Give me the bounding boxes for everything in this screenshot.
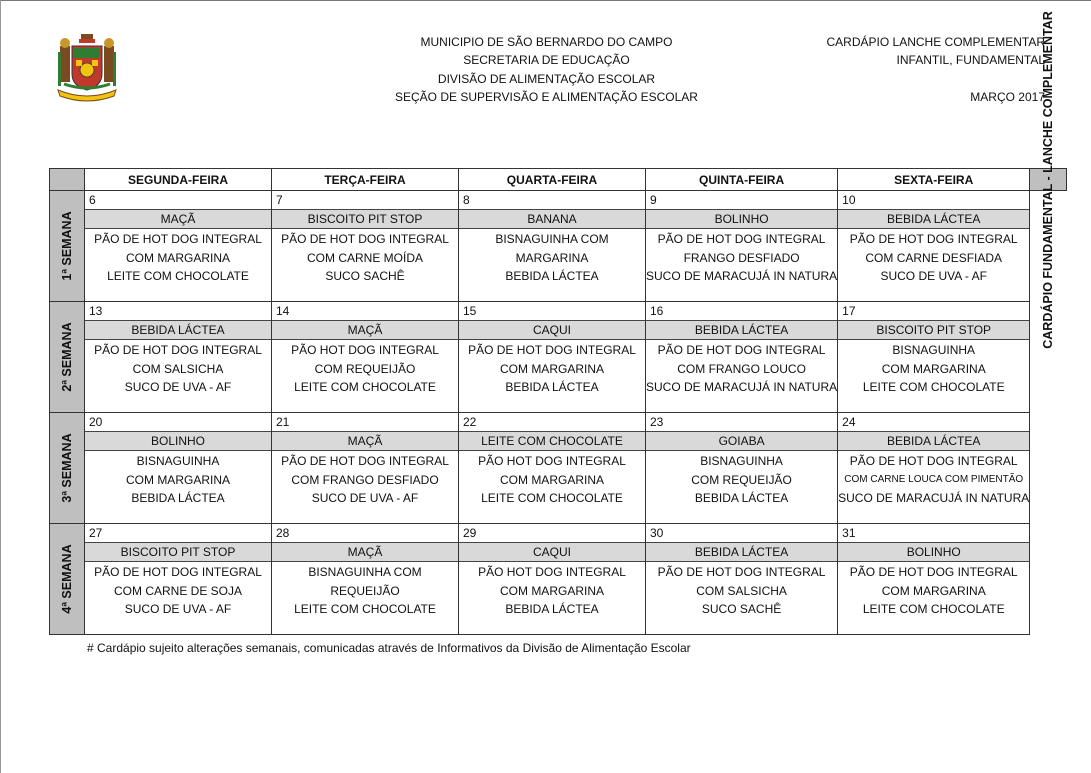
- meal-line: BEBIDA LÁCTEA: [505, 602, 599, 616]
- date-number: 20: [89, 415, 103, 429]
- meal-line: COM MARGARINA: [125, 250, 230, 265]
- header-institution: [360, 33, 733, 106]
- week-label-cell: [50, 524, 85, 635]
- week-label: 4ª SEMANA: [60, 544, 74, 614]
- day-cell: [646, 524, 838, 635]
- meal-line: LEITE COM CHOCOLATE: [294, 602, 436, 616]
- header-secretariat: SECRETARIA DE EDUCAÇÃO: [463, 53, 630, 68]
- day-cell: [838, 413, 1030, 524]
- meal-line: PÃO DE HOT DOG INTEGRAL: [94, 343, 262, 357]
- meal-line: REQUEIJÃO: [330, 583, 400, 598]
- meal-description: [272, 562, 458, 619]
- meal-line: PÃO HOT DOG INTEGRAL: [291, 343, 439, 357]
- date-number: 31: [842, 526, 856, 540]
- meal-line: BEBIDA LÁCTEA: [131, 491, 225, 505]
- meal-line: PÃO DE HOT DOG INTEGRAL: [849, 454, 1018, 468]
- day-cell: [85, 302, 272, 413]
- date-number: 30: [650, 526, 664, 540]
- date-number: 6: [89, 193, 96, 207]
- meal-line: SUCO DE UVA - AF: [880, 269, 987, 283]
- meal-description: [838, 340, 1029, 397]
- meal-line: SUCO DE MARACUJÁ IN NATURA: [838, 491, 1030, 505]
- meal-description: [272, 229, 458, 286]
- header-month: MARÇO 2017: [970, 89, 1045, 104]
- snack-item: MAÇÃ: [272, 320, 458, 340]
- snack-item: CAQUI: [459, 542, 645, 562]
- meal-line: COM CARNE DE SOJA: [113, 583, 242, 598]
- meal-line: PÃO DE HOT DOG INTEGRAL: [468, 343, 636, 357]
- date-number: 21: [276, 415, 290, 429]
- week-label: 2ª SEMANA: [60, 322, 74, 392]
- week-label-cell: [50, 191, 85, 302]
- date-number: 16: [650, 304, 664, 318]
- meal-line: COM CARNE LOUCA COM PIMENTÃO: [844, 473, 1024, 485]
- meal-line: SUCO DE UVA - AF: [124, 602, 232, 616]
- header-menu-info: [745, 33, 1045, 106]
- header-section: SEÇÃO DE SUPERVISÃO E ALIMENTAÇÃO ESCOLAR: [395, 89, 698, 104]
- date-number: 9: [650, 193, 657, 207]
- header-menu-audience: INFANTIL, FUNDAMENTAL: [896, 53, 1045, 68]
- meal-description: [838, 229, 1029, 286]
- day-cell: [272, 302, 459, 413]
- meal-line: PÃO DE HOT DOG INTEGRAL: [657, 343, 826, 357]
- meal-line: COM MARGARINA: [125, 472, 230, 487]
- snack-item: BISCOITO PIT STOP: [838, 320, 1029, 340]
- side-label-cell: [1030, 10, 1067, 349]
- date-number: 27: [89, 526, 103, 540]
- week-row: [50, 302, 1067, 413]
- meal-line: PÃO HOT DOG INTEGRAL: [478, 565, 626, 579]
- snack-item: BEBIDA LÁCTEA: [85, 320, 271, 340]
- day-cell: [646, 302, 838, 413]
- meal-line: PÃO DE HOT DOG INTEGRAL: [657, 565, 826, 579]
- header-division: DIVISÃO DE ALIMENTAÇÃO ESCOLAR: [437, 71, 656, 86]
- meal-description: [838, 451, 1029, 508]
- date-number: 24: [842, 415, 856, 429]
- date-number: 13: [89, 304, 103, 318]
- meal-line: FRANGO DESFIADO: [683, 250, 800, 265]
- day-cell: [85, 413, 272, 524]
- meal-description: [646, 229, 837, 286]
- header-municipality: MUNICIPIO DE SÃO BERNARDO DO CAMPO: [420, 35, 673, 49]
- meal-line: COM MARGARINA: [881, 583, 986, 598]
- date-number: 8: [463, 193, 470, 207]
- footnote: # Cardápio sujeito alterações semanais, comunicadas através de Informativos da Divisão de Alimentação Escolar: [87, 641, 691, 655]
- meal-description: [838, 562, 1029, 619]
- day-header: SEGUNDA-FEIRA: [85, 169, 272, 191]
- date-number: 29: [463, 526, 477, 540]
- snack-item: MAÇÃ: [272, 431, 458, 451]
- meal-line: COM SALSICHA: [132, 361, 224, 376]
- date-number: 10: [842, 193, 856, 207]
- meal-line: COM FRANGO LOUCO: [677, 361, 806, 376]
- week-label: 3ª SEMANA: [60, 433, 74, 503]
- snack-item: LEITE COM CHOCOLATE: [459, 431, 645, 451]
- snack-item: BEBIDA LÁCTEA: [646, 542, 837, 562]
- date-number: 7: [276, 193, 283, 207]
- day-cell: [85, 524, 272, 635]
- meal-line: PÃO DE HOT DOG INTEGRAL: [657, 232, 826, 246]
- meal-line: BISNAGUINHA COM: [495, 232, 609, 246]
- meal-description: [85, 229, 271, 286]
- meal-line: PÃO HOT DOG INTEGRAL: [478, 454, 626, 468]
- week-label: 1ª SEMANA: [60, 211, 74, 281]
- page-left-border: [0, 0, 1, 773]
- date-number: 17: [842, 304, 856, 318]
- meal-line: SUCO SACHÊ: [325, 269, 405, 283]
- snack-item: BOLINHO: [838, 542, 1029, 562]
- meal-line: BISNAGUINHA: [892, 343, 976, 357]
- meal-line: COM MARGARINA: [881, 361, 986, 376]
- meal-line: BEBIDA LÁCTEA: [505, 269, 599, 283]
- meal-line: LEITE COM CHOCOLATE: [862, 602, 1005, 616]
- meal-line: PÃO DE HOT DOG INTEGRAL: [94, 565, 262, 579]
- meal-line: SUCO DE UVA - AF: [311, 491, 419, 505]
- snack-item: MAÇÃ: [85, 209, 271, 229]
- meal-line: COM SALSICHA: [696, 583, 787, 598]
- meal-description: [646, 340, 837, 397]
- day-cell: [838, 524, 1030, 635]
- date-number: 14: [276, 304, 290, 318]
- week-row: [50, 191, 1067, 302]
- meal-line: COM FRANGO DESFIADO: [291, 472, 439, 487]
- meal-line: PÃO DE HOT DOG INTEGRAL: [849, 565, 1018, 579]
- day-cell: [272, 413, 459, 524]
- snack-item: BEBIDA LÁCTEA: [838, 209, 1029, 229]
- day-cell: [272, 524, 459, 635]
- day-cell: [838, 191, 1030, 302]
- meal-line: COM CARNE MOÍDA: [306, 250, 423, 265]
- meal-line: LEITE COM CHOCOLATE: [294, 380, 436, 394]
- weekday-header-row: [50, 169, 1067, 191]
- day-cell: [272, 191, 459, 302]
- day-cell: [646, 413, 838, 524]
- meal-description: [85, 451, 271, 508]
- meal-description: [272, 451, 458, 508]
- meal-line: BISNAGUINHA: [136, 454, 220, 468]
- snack-item: BOLINHO: [85, 431, 271, 451]
- day-cell: [838, 302, 1030, 413]
- snack-item: BEBIDA LÁCTEA: [646, 320, 837, 340]
- meal-line: PÃO DE HOT DOG INTEGRAL: [849, 232, 1018, 246]
- coat-of-arms-logo: [54, 32, 120, 104]
- page-top-border: [0, 0, 1091, 1]
- date-number: 23: [650, 415, 664, 429]
- snack-item: BISCOITO PIT STOP: [85, 542, 271, 562]
- meal-line: SUCO DE MARACUJÁ IN NATURA: [646, 269, 838, 283]
- snack-item: BOLINHO: [646, 209, 837, 229]
- meal-description: [646, 562, 837, 619]
- meal-description: [459, 451, 645, 508]
- meal-line: BEBIDA LÁCTEA: [694, 491, 789, 505]
- snack-item: GOIABA: [646, 431, 837, 451]
- day-header: QUARTA-FEIRA: [459, 169, 646, 191]
- week-label-cell: [50, 302, 85, 413]
- meal-description: [85, 340, 271, 397]
- week-row: [50, 413, 1067, 524]
- meal-line: BISNAGUINHA: [700, 454, 783, 468]
- meal-line: SUCO SACHÊ: [701, 602, 782, 616]
- meal-line: COM REQUEIJÃO: [314, 361, 416, 376]
- meal-line: SUCO DE MARACUJÁ IN NATURA: [646, 380, 838, 394]
- snack-item: MAÇÃ: [272, 542, 458, 562]
- meal-line: PÃO DE HOT DOG INTEGRAL: [281, 232, 449, 246]
- meal-line: COM MARGARINA: [499, 583, 604, 598]
- meal-description: [459, 229, 645, 286]
- meal-description: [85, 562, 271, 619]
- date-number: 22: [463, 415, 477, 429]
- snack-item: CAQUI: [459, 320, 645, 340]
- day-header: SEXTA-FEIRA: [838, 169, 1030, 191]
- date-number: 28: [276, 526, 290, 540]
- meal-line: PÃO DE HOT DOG INTEGRAL: [281, 454, 449, 468]
- meal-line: PÃO DE HOT DOG INTEGRAL: [94, 232, 262, 246]
- meal-line: LEITE COM CHOCOLATE: [107, 269, 249, 283]
- header-menu-title: CARDÁPIO LANCHE COMPLEMENTAR: [826, 35, 1045, 49]
- meal-line: LEITE COM CHOCOLATE: [862, 380, 1005, 394]
- day-header: QUINTA-FEIRA: [646, 169, 838, 191]
- day-cell: [459, 191, 646, 302]
- meal-description: [646, 451, 837, 508]
- snack-item: BANANA: [459, 209, 645, 229]
- meal-description: [272, 340, 458, 397]
- meal-line: BISNAGUINHA COM: [308, 565, 422, 579]
- day-header: TERÇA-FEIRA: [272, 169, 459, 191]
- meal-line: SUCO DE UVA - AF: [124, 380, 232, 394]
- meal-line: COM MARGARINA: [499, 361, 604, 376]
- day-cell: [459, 524, 646, 635]
- meal-line: COM REQUEIJÃO: [691, 472, 792, 487]
- meal-line: COM CARNE DESFIADA: [865, 250, 1003, 265]
- day-cell: [646, 191, 838, 302]
- meal-description: [459, 562, 645, 619]
- day-cell: [459, 413, 646, 524]
- snack-item: BEBIDA LÁCTEA: [838, 431, 1029, 451]
- day-cell: [85, 191, 272, 302]
- week-row: [50, 524, 1067, 635]
- day-cell: [459, 302, 646, 413]
- meal-line: MARGARINA: [515, 250, 589, 265]
- meal-line: BEBIDA LÁCTEA: [505, 380, 599, 394]
- meal-description: [459, 340, 645, 397]
- date-number: 15: [463, 304, 477, 318]
- side-label: CARDÁPIO FUNDAMENTAL - LANCHE COMPLEMENTAR: [1041, 10, 1056, 349]
- meal-line: COM MARGARINA: [499, 472, 604, 487]
- corner-cell: [50, 169, 85, 191]
- snack-item: BISCOITO PIT STOP: [272, 209, 458, 229]
- meal-line: LEITE COM CHOCOLATE: [481, 491, 623, 505]
- week-label-cell: [50, 413, 85, 524]
